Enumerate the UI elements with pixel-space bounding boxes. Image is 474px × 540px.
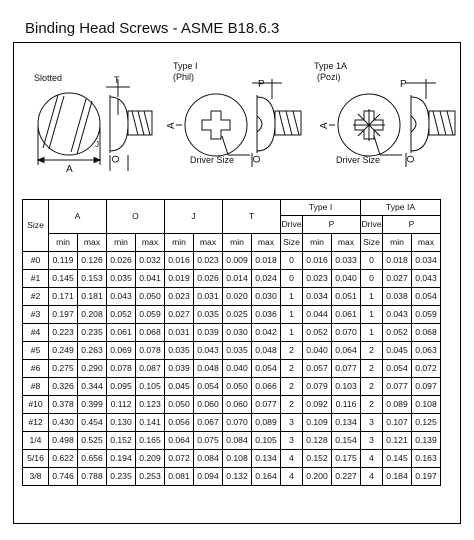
table-cell: 0.165 <box>136 432 165 450</box>
table-cell: 0.060 <box>194 396 223 414</box>
table-row <box>23 252 441 270</box>
table-cell: 0.454 <box>78 414 107 432</box>
table-cell: 0.200 <box>303 468 332 486</box>
table-cell: 0.326 <box>49 378 78 396</box>
table-cell: 0.023 <box>194 252 223 270</box>
type1a-sub-label: (Pozi) <box>317 72 341 82</box>
table-cell: 2 <box>361 378 383 396</box>
header-a: A <box>49 200 107 234</box>
table-cell: 0.043 <box>383 306 412 324</box>
table-cell: 0.025 <box>223 306 252 324</box>
type1a-driver-size-label: Driver Size <box>336 155 381 165</box>
table-cell: 0.054 <box>194 378 223 396</box>
table-cell: 0.079 <box>303 378 332 396</box>
table-cell: 0.175 <box>332 450 361 468</box>
table-cell: 4 <box>281 468 303 486</box>
table-cell: 0.056 <box>165 414 194 432</box>
table-cell: 0.059 <box>412 306 441 324</box>
header-j-max: max <box>194 234 223 252</box>
size-cell: #5 <box>23 342 49 360</box>
screw-diagram <box>14 43 460 193</box>
table-cell: 0.024 <box>252 270 281 288</box>
table-cell: 2 <box>281 342 303 360</box>
table-cell: 0.061 <box>107 324 136 342</box>
table-cell: 0.078 <box>107 360 136 378</box>
table-cell: 0.030 <box>223 324 252 342</box>
table-cell: 0.039 <box>194 324 223 342</box>
table-cell: 0.063 <box>412 342 441 360</box>
header-t: T <box>223 200 281 234</box>
table-row <box>23 288 441 306</box>
table-cell: 1 <box>361 306 383 324</box>
table-cell: 0.163 <box>412 450 441 468</box>
table-cell: 0.067 <box>194 414 223 432</box>
size-cell: #0 <box>23 252 49 270</box>
header-size: Size <box>23 200 49 252</box>
table-cell: 0.045 <box>165 378 194 396</box>
size-cell: #10 <box>23 396 49 414</box>
table-cell: 0.235 <box>78 324 107 342</box>
table-cell: 0.035 <box>223 342 252 360</box>
type1a-dim-a-label: A <box>319 122 330 129</box>
table-cell: 0.052 <box>303 324 332 342</box>
table-cell: 0.153 <box>78 270 107 288</box>
table-cell: 0.164 <box>252 468 281 486</box>
dimensions-table <box>22 199 441 486</box>
table-cell: 0.077 <box>383 378 412 396</box>
table-cell: 0.089 <box>383 396 412 414</box>
table-cell: 0.064 <box>332 342 361 360</box>
table-cell: 0.525 <box>78 432 107 450</box>
table-cell: 0.019 <box>165 270 194 288</box>
dim-j-label: J <box>95 140 99 149</box>
table-cell: 2 <box>281 396 303 414</box>
type1a-dim-o-label: O <box>406 155 417 163</box>
table-cell: 2 <box>361 396 383 414</box>
type1-dim-p-label: P <box>258 79 265 90</box>
table-cell: 0.197 <box>412 468 441 486</box>
header-t-min: min <box>223 234 252 252</box>
table-cell: 0 <box>281 252 303 270</box>
table-cell: 0.045 <box>383 342 412 360</box>
slotted-head-side-view <box>100 79 152 171</box>
table-cell: 0.092 <box>303 396 332 414</box>
table-cell: 0.057 <box>303 360 332 378</box>
table-cell: 0.171 <box>49 288 78 306</box>
header-type1a: Type IA <box>361 200 441 216</box>
table-cell: 0.145 <box>49 270 78 288</box>
type1a-dim-p-label: P <box>400 79 407 90</box>
table-cell: 0.078 <box>136 342 165 360</box>
table-cell: 0.048 <box>252 342 281 360</box>
header-j-min: min <box>165 234 194 252</box>
table-cell: 0.026 <box>107 252 136 270</box>
table-cell: 0.034 <box>303 288 332 306</box>
table-cell: 0.033 <box>332 252 361 270</box>
table-cell: 0.108 <box>223 450 252 468</box>
table-cell: 0.430 <box>49 414 78 432</box>
table-cell: 0.154 <box>332 432 361 450</box>
table-cell: 0.009 <box>223 252 252 270</box>
table-cell: 0.036 <box>252 306 281 324</box>
type1-label: Type I <box>173 61 198 71</box>
header-type1a-drive: Drive <box>361 216 383 234</box>
table-cell: 0.061 <box>332 306 361 324</box>
table-cell: 0.097 <box>412 378 441 396</box>
type1-dim-a-label: A <box>166 122 177 129</box>
table-cell: 0.027 <box>165 306 194 324</box>
table-cell: 0.121 <box>383 432 412 450</box>
size-cell: 1/4 <box>23 432 49 450</box>
table-cell: 0.023 <box>165 288 194 306</box>
table-cell: 0.103 <box>332 378 361 396</box>
table-cell: 0.235 <box>107 468 136 486</box>
header-type1-p-max: max <box>332 234 361 252</box>
table-cell: 0.039 <box>165 360 194 378</box>
table-cell: 0.087 <box>136 360 165 378</box>
header-t-max: max <box>252 234 281 252</box>
table-cell: 0.209 <box>136 450 165 468</box>
table-cell: 0.035 <box>194 306 223 324</box>
table-cell: 2 <box>361 342 383 360</box>
table-cell: 0.125 <box>412 414 441 432</box>
table-cell: 0.068 <box>136 324 165 342</box>
table-cell: 0.123 <box>136 396 165 414</box>
size-cell: #4 <box>23 324 49 342</box>
table-cell: 0.040 <box>303 342 332 360</box>
size-cell: #1 <box>23 270 49 288</box>
table-cell: 0.041 <box>136 270 165 288</box>
table-cell: 0.072 <box>165 450 194 468</box>
table-cell: 0.132 <box>223 468 252 486</box>
table-cell: 0.107 <box>383 414 412 432</box>
table-cell: 0.018 <box>252 252 281 270</box>
table-cell: 0.043 <box>194 342 223 360</box>
header-o-min: min <box>107 234 136 252</box>
table-cell: 0.059 <box>136 306 165 324</box>
table-cell: 0.105 <box>252 432 281 450</box>
page-title: Binding Head Screws - ASME B18.6.3 <box>25 20 280 37</box>
table-cell: 0.344 <box>78 378 107 396</box>
table-cell: 0.128 <box>303 432 332 450</box>
table-cell: 0.054 <box>412 288 441 306</box>
table-cell: 0.050 <box>136 288 165 306</box>
table-row <box>23 270 441 288</box>
table-cell: 1 <box>281 306 303 324</box>
table-cell: 0.084 <box>223 432 252 450</box>
table-cell: 0.060 <box>223 396 252 414</box>
table-cell: 0.263 <box>78 342 107 360</box>
table-cell: 0.016 <box>165 252 194 270</box>
table-cell: 1 <box>361 288 383 306</box>
type1a-label: Type 1A <box>314 61 348 71</box>
header-j: J <box>165 200 223 234</box>
header-type1a-p-min: min <box>383 234 412 252</box>
header-type1-p: P <box>303 216 361 234</box>
table-cell: 0.043 <box>412 270 441 288</box>
table-row <box>23 306 441 324</box>
table-cell: 0.020 <box>223 288 252 306</box>
type1-driver-size-label: Driver Size <box>190 155 235 165</box>
size-cell: #6 <box>23 360 49 378</box>
header-o-max: max <box>136 234 165 252</box>
table-cell: 0.145 <box>383 450 412 468</box>
table-body <box>23 252 441 486</box>
slotted-head-top-view <box>38 93 100 165</box>
table-cell: 0.622 <box>49 450 78 468</box>
table-cell: 0.253 <box>136 468 165 486</box>
table-cell: 0.208 <box>78 306 107 324</box>
table-cell: 0.126 <box>78 252 107 270</box>
table-cell: 0.031 <box>194 288 223 306</box>
table-cell: 0.275 <box>49 360 78 378</box>
table-cell: 4 <box>281 450 303 468</box>
table-cell: 0.066 <box>252 378 281 396</box>
table-cell: 3 <box>361 414 383 432</box>
dim-t-label: T <box>114 75 120 85</box>
table-cell: 0.031 <box>165 324 194 342</box>
table-cell: 0.032 <box>136 252 165 270</box>
table-cell: 3 <box>281 432 303 450</box>
header-a-min: min <box>49 234 78 252</box>
table-cell: 0.064 <box>165 432 194 450</box>
table-cell: 0.023 <box>303 270 332 288</box>
phillips-head-side-view <box>252 79 301 167</box>
header-type1-p-min: min <box>303 234 332 252</box>
table-cell: 0.399 <box>78 396 107 414</box>
table-cell: 0.139 <box>412 432 441 450</box>
header-type1a-drive-size: Size <box>361 234 383 252</box>
table-cell: 0.105 <box>136 378 165 396</box>
table-cell: 0.027 <box>383 270 412 288</box>
size-cell: #12 <box>23 414 49 432</box>
table-cell: 0.026 <box>194 270 223 288</box>
table-cell: 0.038 <box>383 288 412 306</box>
table-cell: 0.656 <box>78 450 107 468</box>
size-cell: #3 <box>23 306 49 324</box>
table-cell: 3 <box>361 432 383 450</box>
table-cell: 0.134 <box>252 450 281 468</box>
table-cell: 0.223 <box>49 324 78 342</box>
table-cell: 0 <box>361 252 383 270</box>
slotted-label: Slotted <box>34 73 63 83</box>
table-cell: 0.068 <box>412 324 441 342</box>
size-cell: #8 <box>23 378 49 396</box>
table-cell: 0.788 <box>78 468 107 486</box>
table-cell: 0.181 <box>78 288 107 306</box>
size-cell: 3/8 <box>23 468 49 486</box>
table-cell: 0.070 <box>332 324 361 342</box>
table-cell: 0.498 <box>49 432 78 450</box>
header-type1-drive: Drive <box>281 216 303 234</box>
table-row <box>23 378 441 396</box>
size-cell: #2 <box>23 288 49 306</box>
table-cell: 0.040 <box>332 270 361 288</box>
table-cell: 0.152 <box>303 450 332 468</box>
table-cell: 0.054 <box>383 360 412 378</box>
table-cell: 0.051 <box>332 288 361 306</box>
table-cell: 2 <box>361 360 383 378</box>
table-row <box>23 432 441 450</box>
table-row <box>23 360 441 378</box>
table-cell: 0.050 <box>223 378 252 396</box>
table-cell: 4 <box>361 450 383 468</box>
table-cell: 0.077 <box>332 360 361 378</box>
table-cell: 0.084 <box>194 450 223 468</box>
dim-o-label: O <box>111 155 122 163</box>
size-cell: 5/16 <box>23 450 49 468</box>
table-cell: 1 <box>281 324 303 342</box>
table-cell: 0.035 <box>107 270 136 288</box>
table-cell: 0.119 <box>49 252 78 270</box>
table-cell: 0.018 <box>383 252 412 270</box>
table-cell: 0.134 <box>332 414 361 432</box>
table-cell: 0.016 <box>303 252 332 270</box>
table-row <box>23 450 441 468</box>
table-cell: 0.108 <box>412 396 441 414</box>
phillips-head-top-view <box>176 94 250 156</box>
table-cell: 0.227 <box>332 468 361 486</box>
table-cell: 3 <box>281 414 303 432</box>
table-cell: 0.130 <box>107 414 136 432</box>
table-cell: 0.052 <box>107 306 136 324</box>
table-cell: 4 <box>361 468 383 486</box>
table-cell: 0.109 <box>303 414 332 432</box>
table-cell: 0.194 <box>107 450 136 468</box>
table-row <box>23 324 441 342</box>
table-cell: 0.043 <box>107 288 136 306</box>
table-cell: 0.746 <box>49 468 78 486</box>
table-row <box>23 414 441 432</box>
table-cell: 0.184 <box>383 468 412 486</box>
table-cell: 0.044 <box>303 306 332 324</box>
table-cell: 0.069 <box>107 342 136 360</box>
table-cell: 0.094 <box>194 468 223 486</box>
table-cell: 2 <box>281 378 303 396</box>
table-cell: 0.040 <box>223 360 252 378</box>
table-cell: 2 <box>281 360 303 378</box>
table-cell: 1 <box>361 324 383 342</box>
table-cell: 0.075 <box>194 432 223 450</box>
table-cell: 0.035 <box>165 342 194 360</box>
table-row <box>23 342 441 360</box>
table-cell: 0.249 <box>49 342 78 360</box>
table-cell: 0.290 <box>78 360 107 378</box>
type1-sub-label: (Phil) <box>173 72 195 82</box>
table-row <box>23 396 441 414</box>
pozi-head-top-view <box>329 94 402 156</box>
table-cell: 0.095 <box>107 378 136 396</box>
type1-dim-o-label: O <box>252 155 263 163</box>
dim-a-label: A <box>66 164 73 175</box>
header-a-max: max <box>78 234 107 252</box>
table-cell: 0.072 <box>412 360 441 378</box>
table-cell: 0.030 <box>252 288 281 306</box>
table-cell: 0.141 <box>136 414 165 432</box>
table-cell: 0.070 <box>223 414 252 432</box>
table-cell: 0.081 <box>165 468 194 486</box>
table-cell: 0.048 <box>194 360 223 378</box>
table-cell: 0.378 <box>49 396 78 414</box>
table-cell: 0.089 <box>252 414 281 432</box>
table-cell: 0.050 <box>165 396 194 414</box>
table-row <box>23 468 441 486</box>
header-o: O <box>107 200 165 234</box>
table-cell: 0.152 <box>107 432 136 450</box>
table-cell: 0.116 <box>332 396 361 414</box>
header-type1a-p-max: max <box>412 234 441 252</box>
header-type1-drive-size: Size <box>281 234 303 252</box>
table-cell: 0.112 <box>107 396 136 414</box>
header-type1a-p: P <box>383 216 441 234</box>
table-cell: 1 <box>281 288 303 306</box>
header-type1: Type I <box>281 200 361 216</box>
table-cell: 0.077 <box>252 396 281 414</box>
table-cell: 0 <box>281 270 303 288</box>
table-cell: 0.197 <box>49 306 78 324</box>
table-cell: 0 <box>361 270 383 288</box>
table-cell: 0.054 <box>252 360 281 378</box>
table-cell: 0.034 <box>412 252 441 270</box>
pozi-head-side-view <box>406 79 455 167</box>
table-cell: 0.052 <box>383 324 412 342</box>
table-cell: 0.042 <box>252 324 281 342</box>
table-cell: 0.014 <box>223 270 252 288</box>
